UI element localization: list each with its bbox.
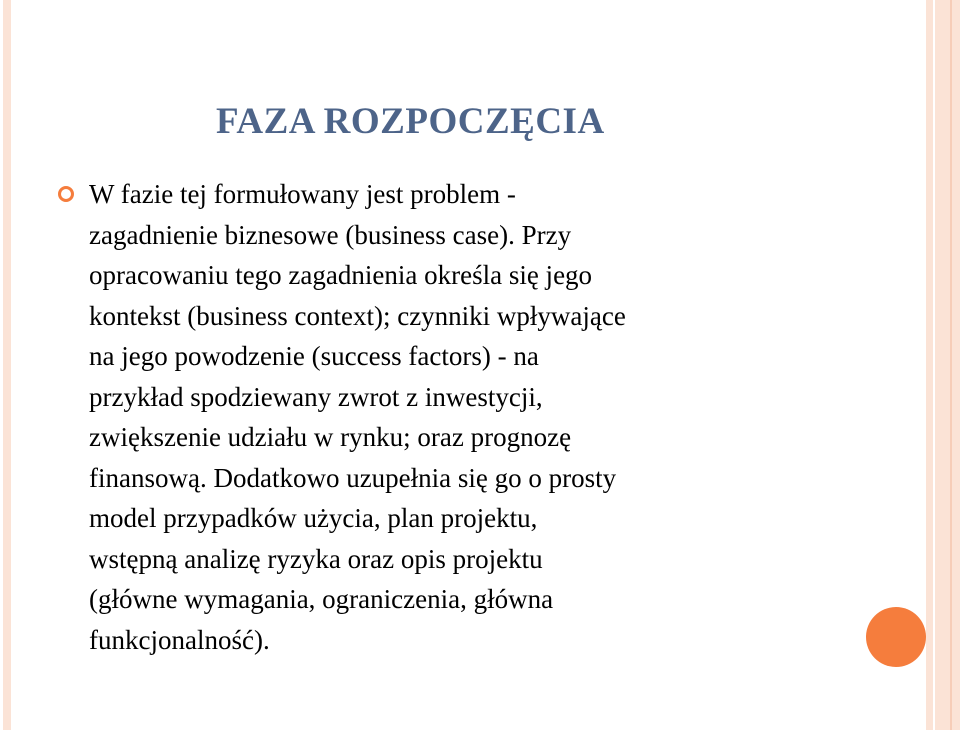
text-line: opracowaniu tego zagadnienia określa się jego (89, 260, 593, 290)
right-band-line (950, 0, 952, 730)
orange-circle-decoration (866, 607, 926, 667)
text-line: W fazie tej formułowany jest problem - (89, 179, 516, 209)
text-line: kontekst (business context); czynniki wpływające (89, 300, 626, 331)
bullet-text (89, 174, 829, 660)
ring-bullet-icon (58, 186, 74, 202)
text-line: zwiększenie udziału w rynku; oraz prognozę (89, 422, 572, 452)
right-band-decoration (935, 0, 960, 730)
text-line: na jego powodzenie (success factors) - na (89, 341, 539, 371)
text-line: funkcjonalność). (89, 624, 270, 655)
left-border-decoration (3, 0, 11, 730)
right-stripe-decoration (926, 0, 933, 730)
text-line: model przypadków użycia, plan projektu, (89, 503, 538, 533)
text-line: (główne wymagania, ograniczenia, główna (89, 584, 554, 614)
text-line: przykład spodziewany zwrot z inwestycji, (89, 381, 543, 412)
text-line: zagadnienie biznesowe (business case). Przy (89, 219, 572, 250)
slide-title: FAZA ROZPOCZĘCIA (216, 101, 605, 142)
text-line: wstępną analizę ryzyka oraz opis projektu (89, 543, 543, 574)
text-line: finansową. Dodatkowo uzupełnia się go o prosty (89, 462, 617, 493)
